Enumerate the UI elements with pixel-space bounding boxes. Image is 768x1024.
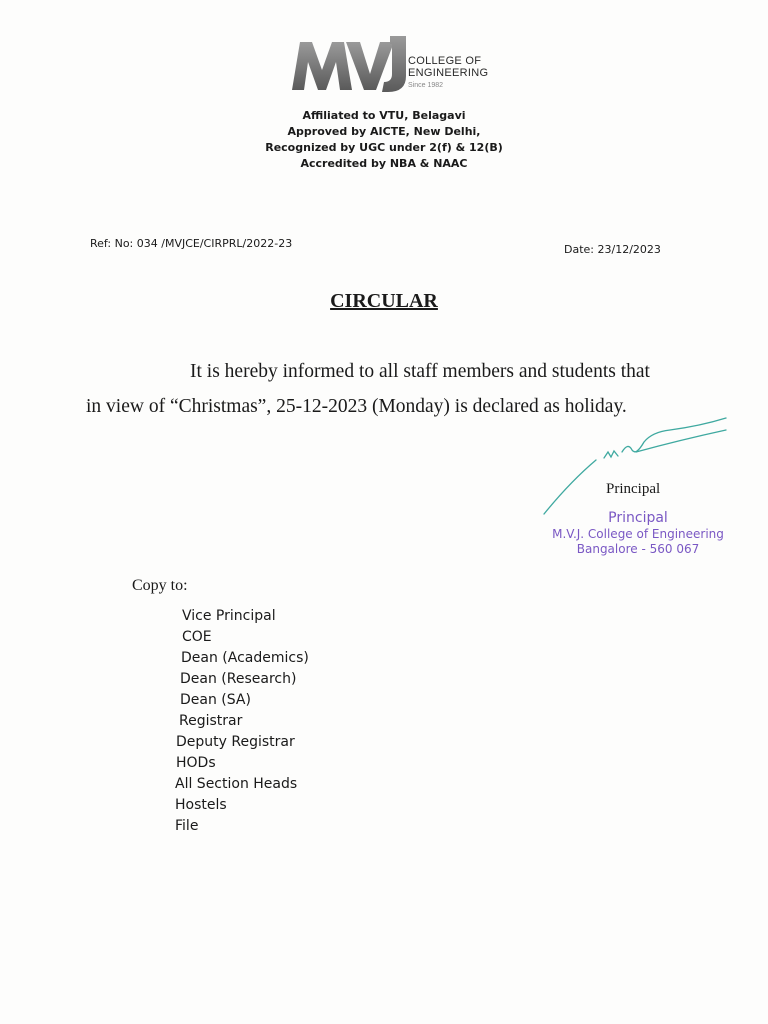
body-text-line1: It is hereby informed to all staff members and students that: [190, 361, 650, 382]
reference-number: Ref: No: 034 /MVJCE/CIRPRL/2022-23: [90, 237, 293, 250]
list-item: File: [175, 818, 199, 834]
logo-since: Since 1982: [408, 82, 444, 89]
logo-wordmark: [408, 55, 488, 79]
list-item: Registrar: [179, 713, 243, 729]
circular-date: Date: 23/12/2023: [564, 243, 661, 256]
copy-to-label: Copy to:: [132, 577, 188, 594]
page-title: CIRCULAR: [330, 290, 438, 312]
principal-stamp: [530, 510, 746, 557]
logo-text-line2: ENGINEERING: [408, 67, 489, 79]
list-item: Dean (Academics): [181, 650, 309, 666]
list-item: HODs: [176, 755, 216, 771]
list-item: Dean (SA): [180, 692, 251, 708]
list-item: COE: [182, 629, 212, 645]
affiliation-line: Accredited by NBA & NAAC: [300, 157, 468, 170]
stamp-line1: Principal: [608, 510, 668, 526]
signatory-title: Principal: [606, 481, 661, 497]
list-item: Hostels: [175, 797, 227, 813]
list-item: Deputy Registrar: [176, 734, 295, 750]
list-item: Dean (Research): [180, 671, 297, 687]
stamp-line3: Bangalore - 560 067: [576, 542, 700, 556]
affiliation-line: Affiliated to VTU, Belagavi: [302, 109, 466, 122]
affiliation-line: Recognized by UGC under 2(f) & 12(B): [265, 141, 503, 154]
affiliation-line: Approved by AICTE, New Delhi,: [287, 125, 481, 138]
affiliation-block: [0, 108, 768, 172]
logo-text-line1: COLLEGE OF: [408, 55, 482, 67]
principal-signature: [540, 412, 740, 520]
list-item: Vice Principal: [182, 608, 276, 624]
stamp-line2: M.V.J. College of Engineering: [552, 527, 724, 541]
body-text-line2: in view of “Christmas”, 25-12-2023 (Monday) is declared as holiday.: [86, 396, 627, 417]
list-item: All Section Heads: [175, 776, 298, 792]
